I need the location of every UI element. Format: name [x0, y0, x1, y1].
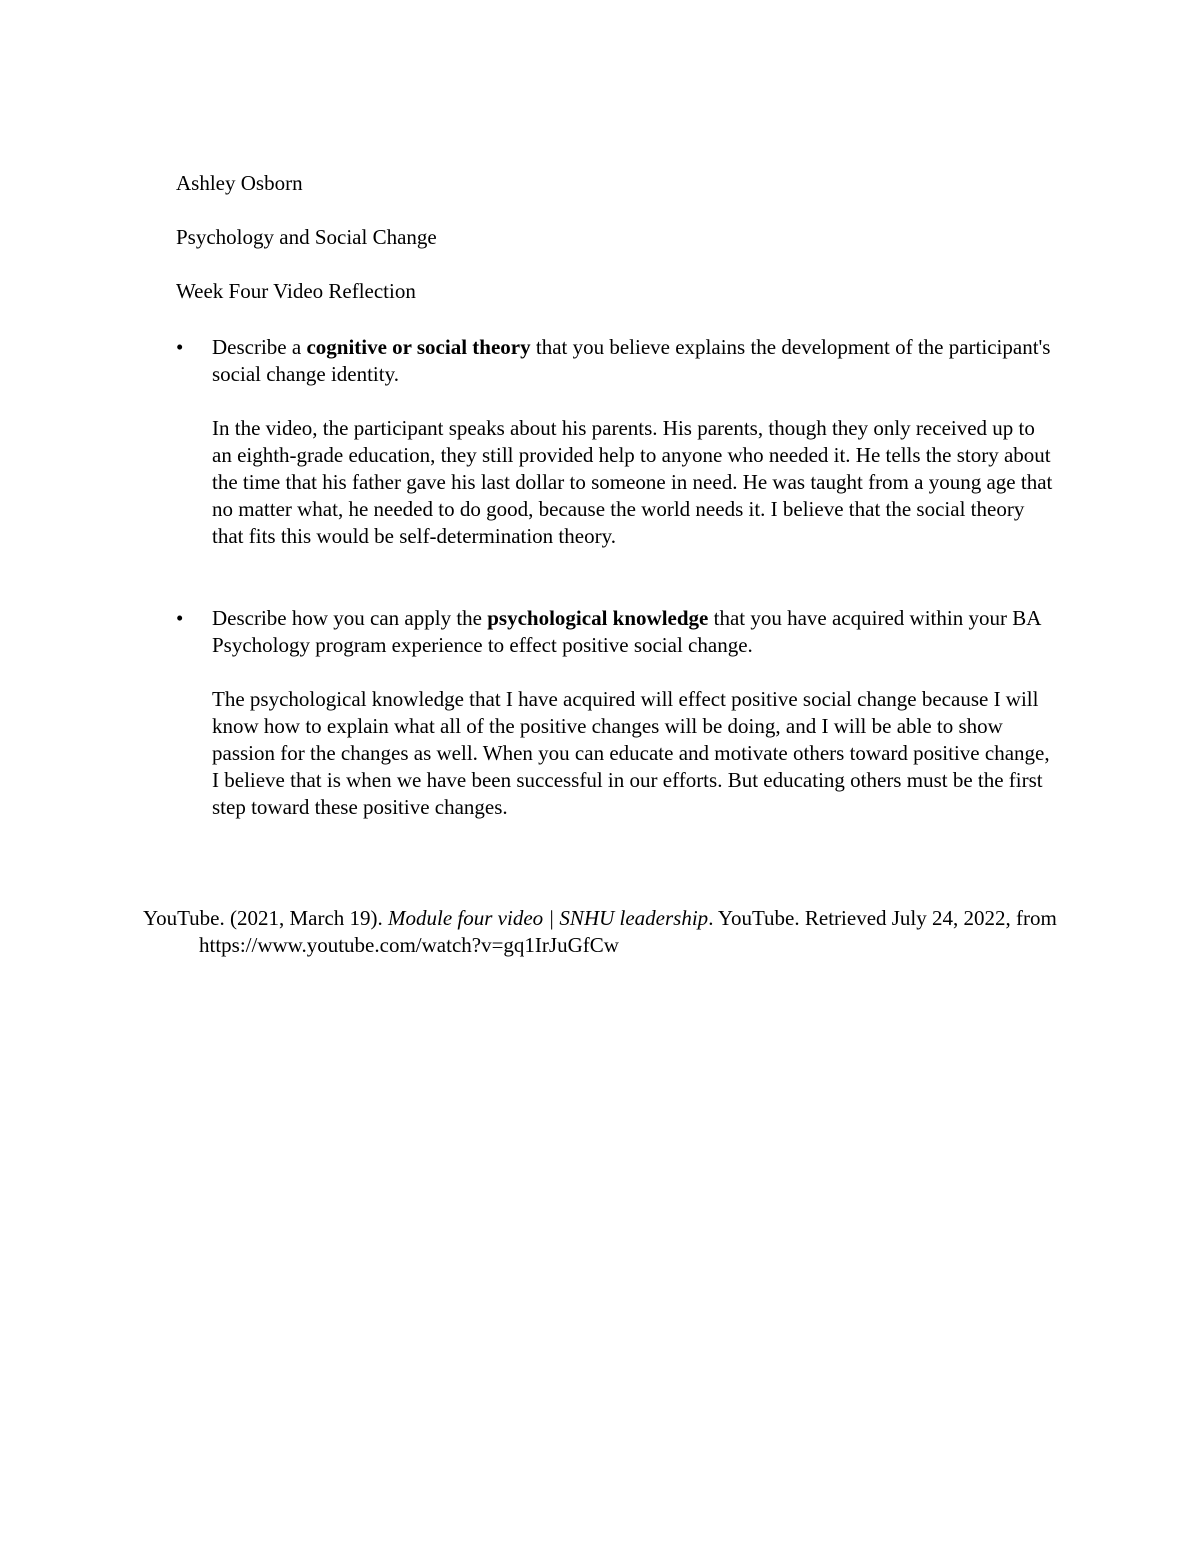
bullet-prompt: [212, 605, 1056, 659]
author-name: Ashley Osborn: [176, 171, 303, 195]
prompt-text: that you have acquired within your BA Psychology program experience to effect positive social change.: [212, 606, 1041, 657]
prompt-text: that you believe explains the development of the participant's social change identity.: [212, 335, 1051, 386]
bullet-prompt: [212, 334, 1056, 388]
bullet-item-knowledge: [176, 605, 1056, 821]
course-title: Psychology and Social Change: [176, 225, 437, 249]
citation-text: . YouTube. Retrieved July 24, 2022, from https://www.youtube.com/watch?v=gq1IrJuGfCw: [199, 906, 1057, 957]
prompt-text: Describe how you can apply the: [212, 606, 488, 630]
reference-citation: [143, 905, 1129, 959]
answer-paragraph: The psychological knowledge that I have acquired will effect positive social change because I will know how to explain what all of the positive changes will be doing, and I will be able to show passion for the changes as well. When you can educate and motivate others toward positive change, I believe that is when we have been successful in our efforts. But educating others must be the first step toward these positive changes.: [212, 687, 1050, 819]
prompt-emphasis: cognitive or social theory: [306, 335, 531, 359]
bullet-item-theory: [176, 334, 1056, 550]
bullet-marker: •: [176, 606, 184, 630]
answer-paragraph: In the video, the participant speaks about his parents. His parents, though they only received up to an eighth-grade education, they still provided help to anyone who needed it. He tells the story about the time that his father gave his last dollar to someone in need. He was taught from a young age that no matter what, he needed to do good, because the world needs it. I believe that the social theory that fits this would be self-determination theory.: [212, 416, 1053, 548]
prompt-text: Describe a: [212, 335, 307, 359]
citation-title: Module four video | SNHU leadership: [388, 906, 709, 930]
assignment-title: Week Four Video Reflection: [176, 279, 416, 303]
prompt-emphasis: psychological knowledge: [487, 606, 709, 630]
bullet-marker: •: [176, 335, 184, 359]
citation-text: YouTube. (2021, March 19).: [143, 906, 389, 930]
